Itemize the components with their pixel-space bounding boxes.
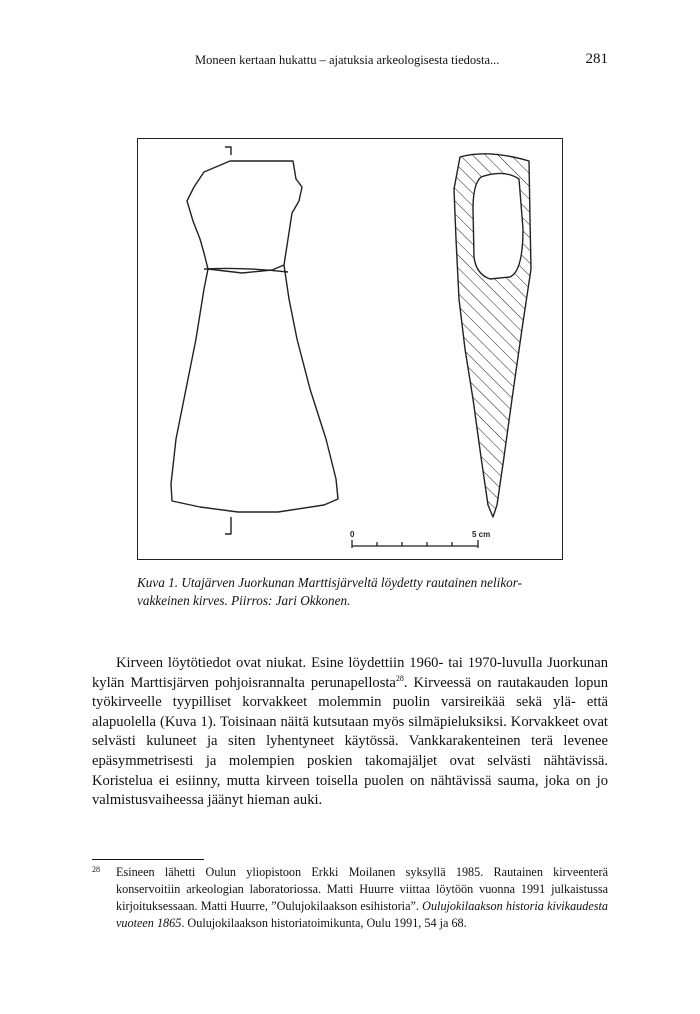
footnote-book-title: Oulujokilaakson historia kivikaudesta vuoteen 1865 <box>116 899 608 930</box>
footnote <box>92 864 608 932</box>
scale-label-end: 5 cm <box>472 530 491 539</box>
footnote-text-a: Esineen lähetti Oulun yliopistoon Erkki Moilanen syksyllä 1985. Rautainen kirveenterä konservoitiin arkeologian laboratoriossa. Matti Huurre viittaa löytöön vuonna 1991 julkaistussa kirjoituksessaan. Matti Huurre, ”Oulujokilaakson esihistoria”. <box>116 865 608 913</box>
axe-side-view <box>454 154 531 517</box>
scale-bar <box>352 540 478 548</box>
axe-drawing <box>138 139 564 561</box>
scale-label-zero: 0 <box>350 530 355 539</box>
body-text-b: . Kirveessä on rautakauden lopun työkirveelle tyypilliset korvakkeet molemmin puolin varsireikää sekä ylä- että alapuolella (Kuva 1). Toisinaan näitä kutsutaan myös silmäpieluksiksi. Korvakkeet ovat selvästi kuluneet ja siten lyhentyneet käytössä. Vankkarakenteinen terä levenee epäsymmetrisesti ja molempien poskien takomajäljet ovat selvästi nähtävissä. Koristelua ei esiinny, mutta kirveen toisella puolen on nähtävissä sauma, joka on jo valmistusvaiheessa jäänyt hieman auki. <box>92 674 608 809</box>
figure-frame <box>137 138 563 560</box>
axe-front-view <box>171 147 338 534</box>
footnote-divider <box>92 859 204 860</box>
footnote-number: 28 <box>92 865 100 874</box>
page-number: 281 <box>585 51 608 67</box>
figure-caption: Kuva 1. Utajärven Juorkunan Marttisjärveltä löydetty rautainen nelikor- vakkeinen kirves. Piirros: Jari Okkonen. <box>137 575 523 608</box>
body-text-a: Kirveen löytötiedot ovat niukat. Esine löydettiin 1960- tai 1970-luvulla Juorkunan kylän Marttisjärven pohjoisrannalta perunapellosta <box>92 655 608 691</box>
footnote-reference[interactable]: 28 <box>395 673 404 683</box>
footnote-text-b: . Oulujokilaakson historiatoimikunta, Oulu 1991, 54 ja 68. <box>181 916 467 930</box>
running-head: Moneen kertaan hukattu – ajatuksia arkeologisesta tiedosta... <box>195 53 500 67</box>
body-paragraph <box>92 654 608 811</box>
